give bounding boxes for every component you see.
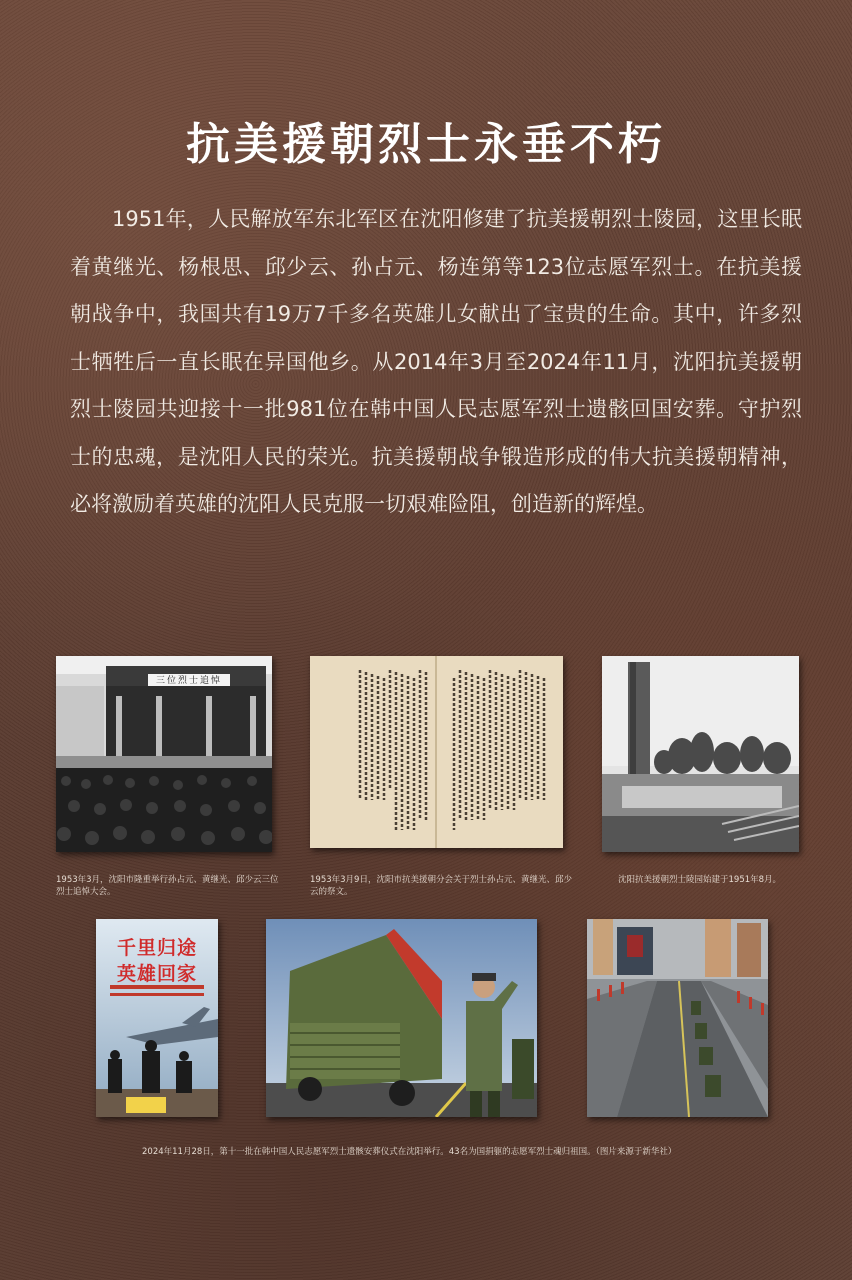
page-title: 抗美援朝烈士永垂不朽 <box>186 119 666 170</box>
convoy-avenue-image <box>587 919 768 1117</box>
convoy-avenue-photo <box>587 919 768 1117</box>
memorial-meeting-caption: 1953年3月，沈阳市隆重举行孙占元、黄继光、邱少云三位烈士追悼大会。 <box>56 875 279 897</box>
eulogy-document-image <box>310 656 563 848</box>
eulogy-document-caption: 1953年3月9日，沈阳市抗美援朝分会关于烈士孙占元、黄继光、邱少云的祭文。 <box>310 875 572 897</box>
homecoming-poster <box>96 919 218 1117</box>
cemetery-image <box>602 656 799 852</box>
poster-title-line1: 千里归途 <box>116 937 197 959</box>
truck-salute-image <box>266 919 537 1117</box>
cemetery-photo <box>602 656 799 852</box>
memorial-banner-text: 三位烈士追悼 <box>155 676 222 686</box>
eulogy-document-photo <box>310 656 563 848</box>
poster-title-line2: 英雄回家 <box>116 963 197 985</box>
cemetery-caption: 沈阳抗美援朝烈士陵园始建于1951年8月。 <box>618 875 782 885</box>
repatriation-caption: 2024年11月28日，第十一批在韩中国人民志愿军烈士遗骸安葬仪式在沈阳举行。43名为国捐躯的志愿军烈士魂归祖国。（图片来源于新华社） <box>142 1147 677 1157</box>
memorial-meeting-photo <box>56 656 272 852</box>
truck-salute-photo <box>266 919 537 1117</box>
intro-paragraph: 1951年，人民解放军东北军区在沈阳修建了抗美援朝烈士陵园，这里长眠着黄继光、杨根思、邱少云、孙占元、杨连第等123位志愿军烈士。在抗美援朝战争中，我国共有19万7千多名英雄儿女献出了宝贵的生命。其中，许多烈士牺牲后一直长眠在异国他乡。从2014年3月至2024年11月，沈阳抗美援朝烈士陵园共迎接十一批981位在韩中国人民志愿军烈士遗骸回国安葬。守护烈士的忠魂，是沈阳人民的荣光。抗美援朝战争锻造形成的伟大抗美援朝精神，必将激励着英雄的沈阳人民克服一切艰难险阻，创造新的辉煌。 <box>70 207 802 516</box>
